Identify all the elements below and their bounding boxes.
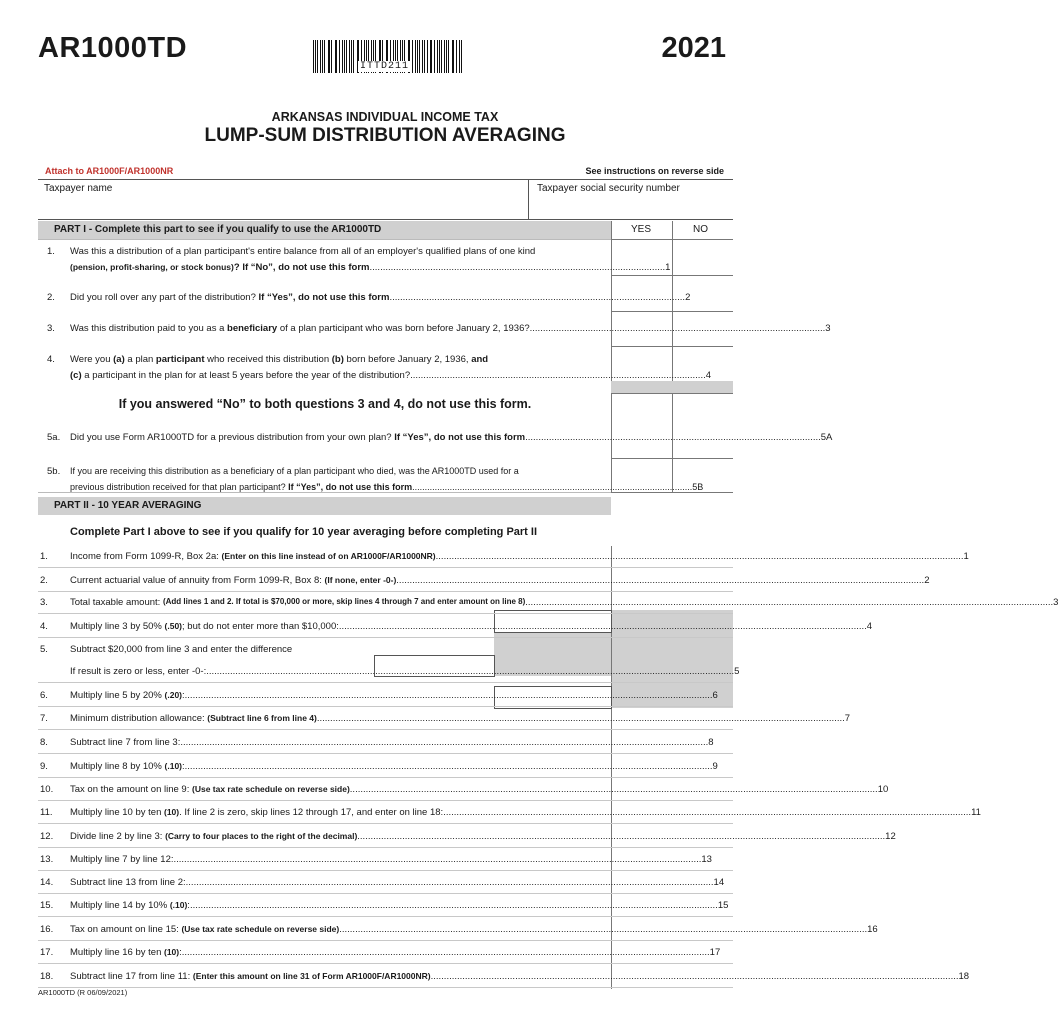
line-ref: 1	[963, 551, 969, 562]
line-ref: 11	[971, 807, 981, 818]
q1-number: 1.	[47, 246, 55, 257]
form-id: AR1000TD	[38, 32, 188, 64]
part2-line-number: 11.	[40, 807, 53, 818]
q4-text-line1: Were you (a) a plan participant who received this distribution (b) born before January 2, 1936, and	[70, 354, 489, 365]
q4-ref: 4	[705, 370, 712, 381]
line-text: Divide line 2 by line 3:	[70, 831, 163, 842]
part2-line-13: Multiply line 7 by line 12: ........................................................................................................................................................................................................ 13	[70, 854, 712, 865]
q3-ref: 3	[825, 323, 831, 334]
line-bold-note: (.10)	[169, 900, 188, 910]
line-post-text: :	[182, 761, 185, 772]
line-ref: 2	[924, 575, 930, 586]
line-8-amount-field[interactable]	[612, 731, 733, 753]
part2-line-number: 10.	[40, 784, 54, 795]
line-text: Multiply line 14 by 10%	[70, 900, 168, 911]
line-bold-note: (10)	[164, 807, 180, 817]
line-text: Income from Form 1099-R, Box 2a:	[70, 551, 219, 562]
line-bold-note: (.10)	[164, 761, 183, 771]
line-bold-note: (Enter this amount on line 31 of Form AR1000F/AR1000NR)	[192, 971, 431, 981]
q4-number: 4.	[47, 354, 55, 365]
line-7-amount-field[interactable]	[612, 707, 733, 729]
q2-number: 2.	[47, 292, 55, 303]
part2-line-5: If result is zero or less, enter -0-: ........................................................................................................................................................................................................ 5	[70, 666, 740, 677]
no-column-label: NO	[693, 224, 708, 235]
line-ref: 15	[717, 900, 729, 911]
q1-bold-rest: ? If “No”, do not use this form	[233, 262, 370, 273]
q5a-no-box[interactable]	[673, 394, 733, 458]
line-ref: 13	[701, 854, 712, 865]
q5a-text: Did you use Form AR1000TD for a previous distribution from your own plan? If “Yes”, do not use this form ................................................................................................................ 5A	[70, 432, 833, 443]
q5a-number: 5a.	[47, 432, 61, 443]
line-text: Multiply line 10 by ten	[70, 807, 162, 818]
line-bold-note: (.20)	[164, 690, 183, 700]
part1-shaded-row	[611, 381, 733, 393]
q1-no-box[interactable]	[673, 240, 733, 275]
form-revision: AR1000TD (R 06/09/2021)	[38, 988, 128, 997]
line-ref: 5	[734, 666, 740, 677]
part2-line-10: Tax on the amount on line 9: (Use tax rate schedule on reverse side) ........................................................................................................................................................................................................ 10	[70, 784, 889, 795]
part2-line-number: 15.	[40, 900, 54, 911]
part2-line-5-text: Subtract $20,000 from line 3 and enter the difference	[70, 644, 293, 655]
barcode-text: ITTD211	[360, 61, 410, 72]
line-bold-note: (Use tax rate schedule on reverse side)	[181, 924, 340, 934]
part2-line-number: 6.	[40, 690, 48, 701]
part2-line-7: Minimum distribution allowance: (Subtract line 6 from line 4) ........................................................................................................................................................................................................ 7	[70, 713, 851, 724]
part2-line-number: 1.	[40, 551, 48, 562]
part2-line-number: 9.	[40, 761, 48, 772]
part2-line-17: Multiply line 16 by ten (10) : ........................................................................................................................................................................................................ 17	[70, 947, 721, 958]
line-ref: 10	[877, 784, 889, 795]
line-16-amount-field[interactable]	[612, 918, 733, 940]
part2-title: PART II - 10 YEAR AVERAGING	[38, 497, 611, 515]
part2-line-number: 3.	[40, 597, 48, 608]
q1-bold: (pension, profit-sharing, or stock bonus)	[70, 262, 234, 272]
line-ref: 6	[712, 690, 718, 701]
line-text: If result is zero or less, enter -0-:	[70, 666, 207, 677]
line-13-amount-field[interactable]	[612, 848, 733, 870]
part2-line-number: 8.	[40, 737, 48, 748]
q4-text-line2: (c) a participant in the plan for at least 5 years before the year of the distribution? ................................................................................................................ 4	[70, 370, 712, 381]
q3-post: of a plan participant who was born before January 2, 1936?	[279, 323, 530, 334]
attach-note: Attach to AR1000F/AR1000NR	[45, 166, 174, 176]
q2-bold: If “Yes”, do not use this form	[258, 292, 390, 303]
line-text: Tax on the amount on line 9:	[70, 784, 190, 795]
line-14-amount-field[interactable]	[612, 871, 733, 893]
q5b-text-line1: If you are receiving this distribution as a beneficiary of a plan participant who died, was the AR1000TD used for a	[70, 466, 519, 476]
taxpayer-ssn-label: Taxpayer social security number	[537, 183, 680, 194]
part2-line-number: 7.	[40, 713, 48, 724]
part2-line-14: Subtract line 13 from line 2: ........................................................................................................................................................................................................ 14	[70, 877, 725, 888]
tax-year: 2021	[661, 32, 726, 64]
line-text: Multiply line 5 by 20%	[70, 690, 162, 701]
part2-line-4: Multiply line 3 by 50% (.50) ; but do not enter more than $10,000: ........................................................................................................................................................................................................ 4	[70, 621, 873, 632]
line-text: Multiply line 3 by 50%	[70, 621, 162, 632]
part2-line-number: 2.	[40, 575, 48, 586]
line-ref: 14	[713, 877, 725, 888]
line-post-text: :	[179, 947, 182, 958]
part2-line-2: Current actuarial value of annuity from Form 1099-R, Box 8: (If none, enter -0-) ........................................................................................................................................................................................................ 2	[70, 575, 930, 586]
line-ref: 8	[708, 737, 714, 748]
line-15-amount-field[interactable]	[612, 894, 733, 916]
line-11-amount-field[interactable]	[612, 801, 733, 823]
line-18-amount-field[interactable]	[612, 965, 733, 987]
line-bold-note: (.50)	[164, 621, 183, 631]
line-ref: 3	[1053, 597, 1058, 608]
part2-instruction: Complete Part I above to see if you qualify for 10 year averaging before completing Part II	[70, 526, 538, 538]
line-post-text: ; but do not enter more than $10,000:	[182, 621, 339, 632]
line-bold-note: (Use tax rate schedule on reverse side)	[192, 784, 350, 794]
line-ref: 16	[867, 924, 878, 935]
line-2-amount-field[interactable]	[612, 569, 733, 591]
part2-line-number: 4.	[40, 621, 48, 632]
line-3-amount-field[interactable]	[612, 591, 733, 613]
line-bold-note: (Subtract line 6 from line 4)	[207, 713, 317, 723]
q5b-number: 5b.	[47, 466, 61, 477]
line-10-amount-field[interactable]	[612, 778, 733, 800]
line-9-amount-field[interactable]	[612, 755, 733, 777]
line-ref: 9	[712, 761, 718, 772]
q3-text: Was this distribution paid to you as a beneficiary of a plan participant who was born before January 2, 1936? ................................................................................................................ 3	[70, 323, 831, 334]
line-post-text: . If line 2 is zero, skip lines 12 through 17, and enter on line 18:	[179, 807, 444, 818]
line-ref: 7	[844, 713, 851, 724]
q3-bold: beneficiary	[227, 323, 278, 334]
part2-line-number: 13.	[40, 854, 54, 865]
part2-line-number: 18.	[40, 971, 54, 982]
q5a-ref: 5A	[820, 432, 833, 443]
part2-line-3: Total taxable amount: (Add lines 1 and 2. If total is $70,000 or more, skip lines 4 through 7 and enter amount on line 8) ........................................................................................................................................................................................................ 3	[70, 597, 1058, 608]
part2-line-1: Income from Form 1099-R, Box 2a: (Enter on this line instead of on AR1000F/AR1000NR) ........................................................................................................................................................................................................ 1	[70, 551, 969, 562]
taxpayer-ssn-field[interactable]	[528, 179, 733, 220]
part2-line-number: 14.	[40, 877, 54, 888]
taxpayer-name-label: Taxpayer name	[44, 183, 113, 194]
part2-line-18: Subtract line 17 from line 11: (Enter this amount on line 31 of Form AR1000F/AR1000NR) ........................................................................................................................................................................................................ 18	[70, 971, 970, 982]
line-1-amount-field[interactable]	[612, 545, 733, 567]
line-text: Subtract line 13 from line 2:	[70, 877, 186, 888]
q2-text: Did you roll over any part of the distribution? If “Yes”, do not use this form ................................................................................................................ 2	[70, 292, 691, 303]
line-text: Tax on amount on line 15:	[70, 924, 179, 935]
form-title: LUMP-SUM DISTRIBUTION AVERAGING	[204, 125, 566, 146]
line-ref: 17	[709, 947, 721, 958]
line-text: Minimum distribution allowance:	[70, 713, 205, 724]
line-text: Multiply line 16 by ten	[70, 947, 162, 958]
line-text: Subtract line 7 from line 3:	[70, 737, 181, 748]
line-text: Multiply line 7 by line 12:	[70, 854, 174, 865]
q2-ref: 2	[685, 292, 691, 303]
part2-line-number: 17.	[40, 947, 54, 958]
part2-line-15: Multiply line 14 by 10% (.10) : ........................................................................................................................................................................................................ 15	[70, 900, 729, 911]
part2-line-12: Divide line 2 by line 3: (Carry to four places to the right of the decimal) ........................................................................................................................................................................................................ 12	[70, 831, 896, 842]
line-ref: 18	[958, 971, 970, 982]
line-bold-note: (10)	[164, 947, 180, 957]
part2-line-number: 16.	[40, 924, 54, 935]
part2-line-8: Subtract line 7 from line 3: ........................................................................................................................................................................................................ 8	[70, 737, 714, 748]
q3-pre: Was this distribution paid to you as a	[70, 323, 225, 334]
q1-text-line2: (pension, profit-sharing, or stock bonus) ? If “No”, do not use this form ................................................................................................................ 1	[70, 262, 671, 273]
line-text: Current actuarial value of annuity from Form 1099-R, Box 8:	[70, 575, 322, 586]
q1-text: Was this a distribution of a plan participant's entire balance from all of an employer's qualified plans of one kind	[70, 246, 536, 257]
part2-line-16: Tax on amount on line 15: (Use tax rate schedule on reverse side) ........................................................................................................................................................................................................ 16	[70, 924, 878, 935]
q3-number: 3.	[47, 323, 55, 334]
line-bold-note: (Add lines 1 and 2. If total is $70,000 or more, skip lines 4 through 7 and enter amount on line 8)	[162, 597, 526, 606]
line-ref: 4	[866, 621, 873, 632]
line-text: Total taxable amount:	[70, 597, 161, 608]
part2-line-9: Multiply line 8 by 10% (.10) : ........................................................................................................................................................................................................ 9	[70, 761, 718, 772]
line-bold-note: (Enter on this line instead of on AR1000F/AR1000NR)	[221, 551, 436, 561]
q1-ref: 1	[665, 262, 671, 273]
instructions-note: See instructions on reverse side	[585, 166, 724, 176]
yes-column-label: YES	[631, 224, 652, 235]
taxpayer-name-field[interactable]	[38, 179, 529, 220]
line-text: Subtract line 17 from line 11:	[70, 971, 191, 982]
line-17-amount-field[interactable]	[612, 941, 733, 963]
line-ref: 12	[885, 831, 896, 842]
line-bold-note: (If none, enter -0-)	[324, 575, 397, 585]
agency-title: ARKANSAS INDIVIDUAL INCOME TAX	[271, 110, 499, 124]
line-post-text: :	[187, 900, 190, 911]
line-text: Multiply line 8 by 10%	[70, 761, 162, 772]
line-12-amount-field[interactable]	[612, 825, 733, 847]
q5b-text-line2: previous distribution received for that plan participant? If “Yes”, do not use this form ................................................................................................................ 5B	[70, 482, 704, 492]
line-post-text: :	[182, 690, 185, 701]
part1-warning: If you answered “No” to both questions 3 and 4, do not use this form.	[118, 397, 532, 411]
part1-title: PART I - Complete this part to see if you qualify to use the AR1000TD	[38, 221, 611, 239]
part2-line-number: 5.	[40, 644, 48, 655]
part2-line-11: Multiply line 10 by ten (10) . If line 2 is zero, skip lines 12 through 17, and enter on line 18: ........................................................................................................................................................................................................ 11	[70, 807, 981, 818]
line-bold-note: (Carry to four places to the right of the decimal)	[165, 831, 358, 841]
q2-label: Did you roll over any part of the distribution?	[70, 292, 256, 303]
part2-line-6: Multiply line 5 by 20% (.20) : ........................................................................................................................................................................................................ 6	[70, 690, 718, 701]
q5b-ref: 5B	[692, 482, 704, 492]
part2-line-number: 12.	[40, 831, 54, 842]
